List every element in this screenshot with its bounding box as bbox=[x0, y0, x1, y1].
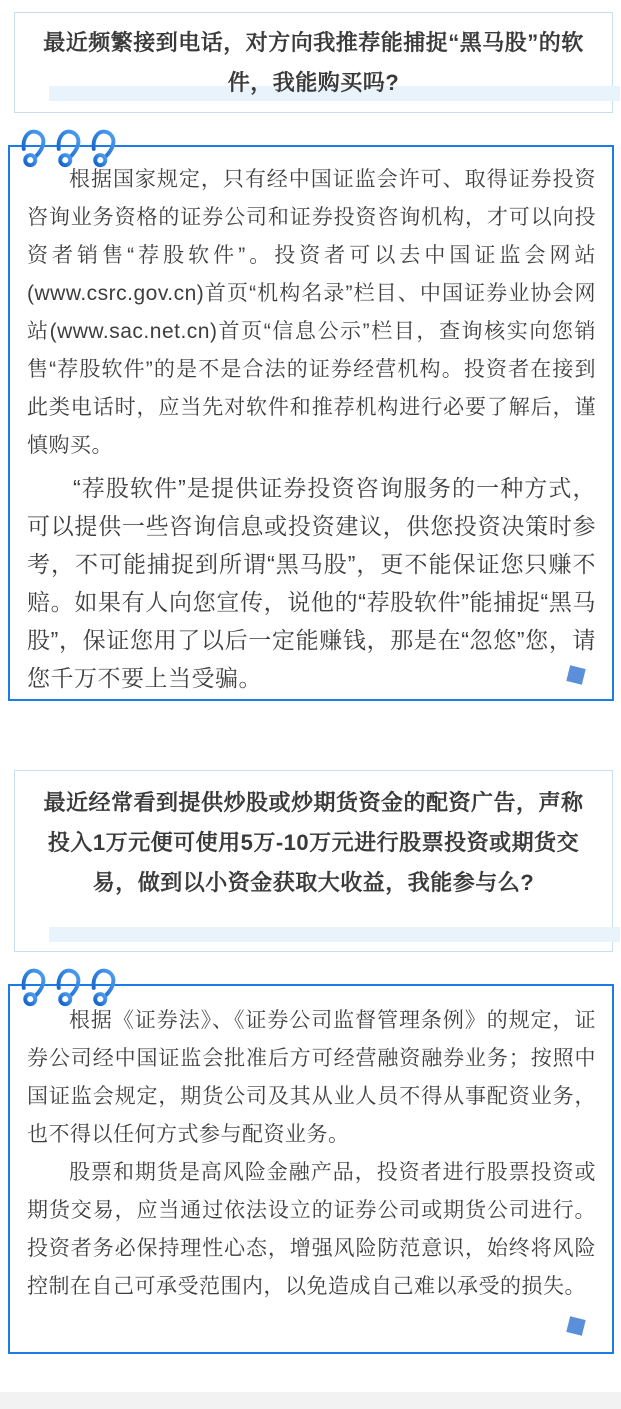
quote-icons-group bbox=[20, 966, 118, 1008]
decorative-square-icon bbox=[566, 1316, 585, 1335]
question-box-2 bbox=[14, 770, 613, 952]
answer-1-paragraph-1: 根据国家规定，只有经中国证监会许可、取得证券投资咨询业务资格的证券公司和证券投资咨询机构，才可以向投资者销售“荐股软件”。投资者可以去中国证监会网站(www.csrc.gov.cn)首页“机构名录”栏目、中国证券业协会网站(www.sac.net.cn)首页“信息公示”栏目，查询核实向您销售“荐股软件”的是不是合法的证券经营机构。投资者在接到此类电话时，应当先对软件和推荐机构进行必要了解后，谨慎购买。 bbox=[27, 168, 596, 457]
answer-2-paragraph-1: 根据《证券法》、《证券公司监督管理条例》的规定，证券公司经中国证监会批准后方可经营融资融券业务；按照中国证监会规定，期货公司及其从业人员不得从事配资业务，也不得以任何方式参与配资业务。 bbox=[27, 1009, 596, 1146]
footer-gray-bar bbox=[0, 1392, 621, 1409]
quote-icons-group bbox=[20, 127, 118, 169]
answer-box-2 bbox=[8, 984, 614, 1354]
quote-icon bbox=[55, 127, 83, 169]
answer-2-paragraph-2: 股票和期货是高风险金融产品，投资者进行股票投资或期货交易，应当通过依法设立的证券公司或期货公司进行。投资者务必保持理性心态，增强风险防范意识，始终将风险控制在自己可承受范围内，以免造成自己难以承受的损失。 bbox=[27, 1161, 596, 1298]
answer-1-paragraph-2: “荐股软件”是提供证券投资咨询服务的一种方式，可以提供一些咨询信息或投资建议，供您投资决策时参考，不可能捕捉到所谓“黑马股”，更不能保证您只赚不赔。如果有人向您宣传，说他的“荐股软件”能捕捉“黑马股”，保证您用了以后一定能赚钱，那是在“忽悠”您，请您千万不要上当受骗。 bbox=[27, 475, 596, 691]
quote-icon bbox=[90, 127, 118, 169]
quote-icon bbox=[55, 966, 83, 1008]
question-1-text: 最近频繁接到电话，对方向我推荐能捕捉“黑马股”的软件，我能购买吗? bbox=[43, 30, 584, 95]
question-box-1 bbox=[14, 12, 613, 113]
question-2-text: 最近经常看到提供炒股或炒期货资金的配资广告，声称投入1万元便可使用5万-10万元进行股票投资或期货交易，做到以小资金获取大收益，我能参与么? bbox=[43, 790, 584, 895]
question-highlight-bar bbox=[49, 927, 620, 942]
quote-icon bbox=[20, 127, 48, 169]
quote-icon bbox=[90, 966, 118, 1008]
answer-box-1 bbox=[8, 145, 614, 701]
quote-icon bbox=[20, 966, 48, 1008]
